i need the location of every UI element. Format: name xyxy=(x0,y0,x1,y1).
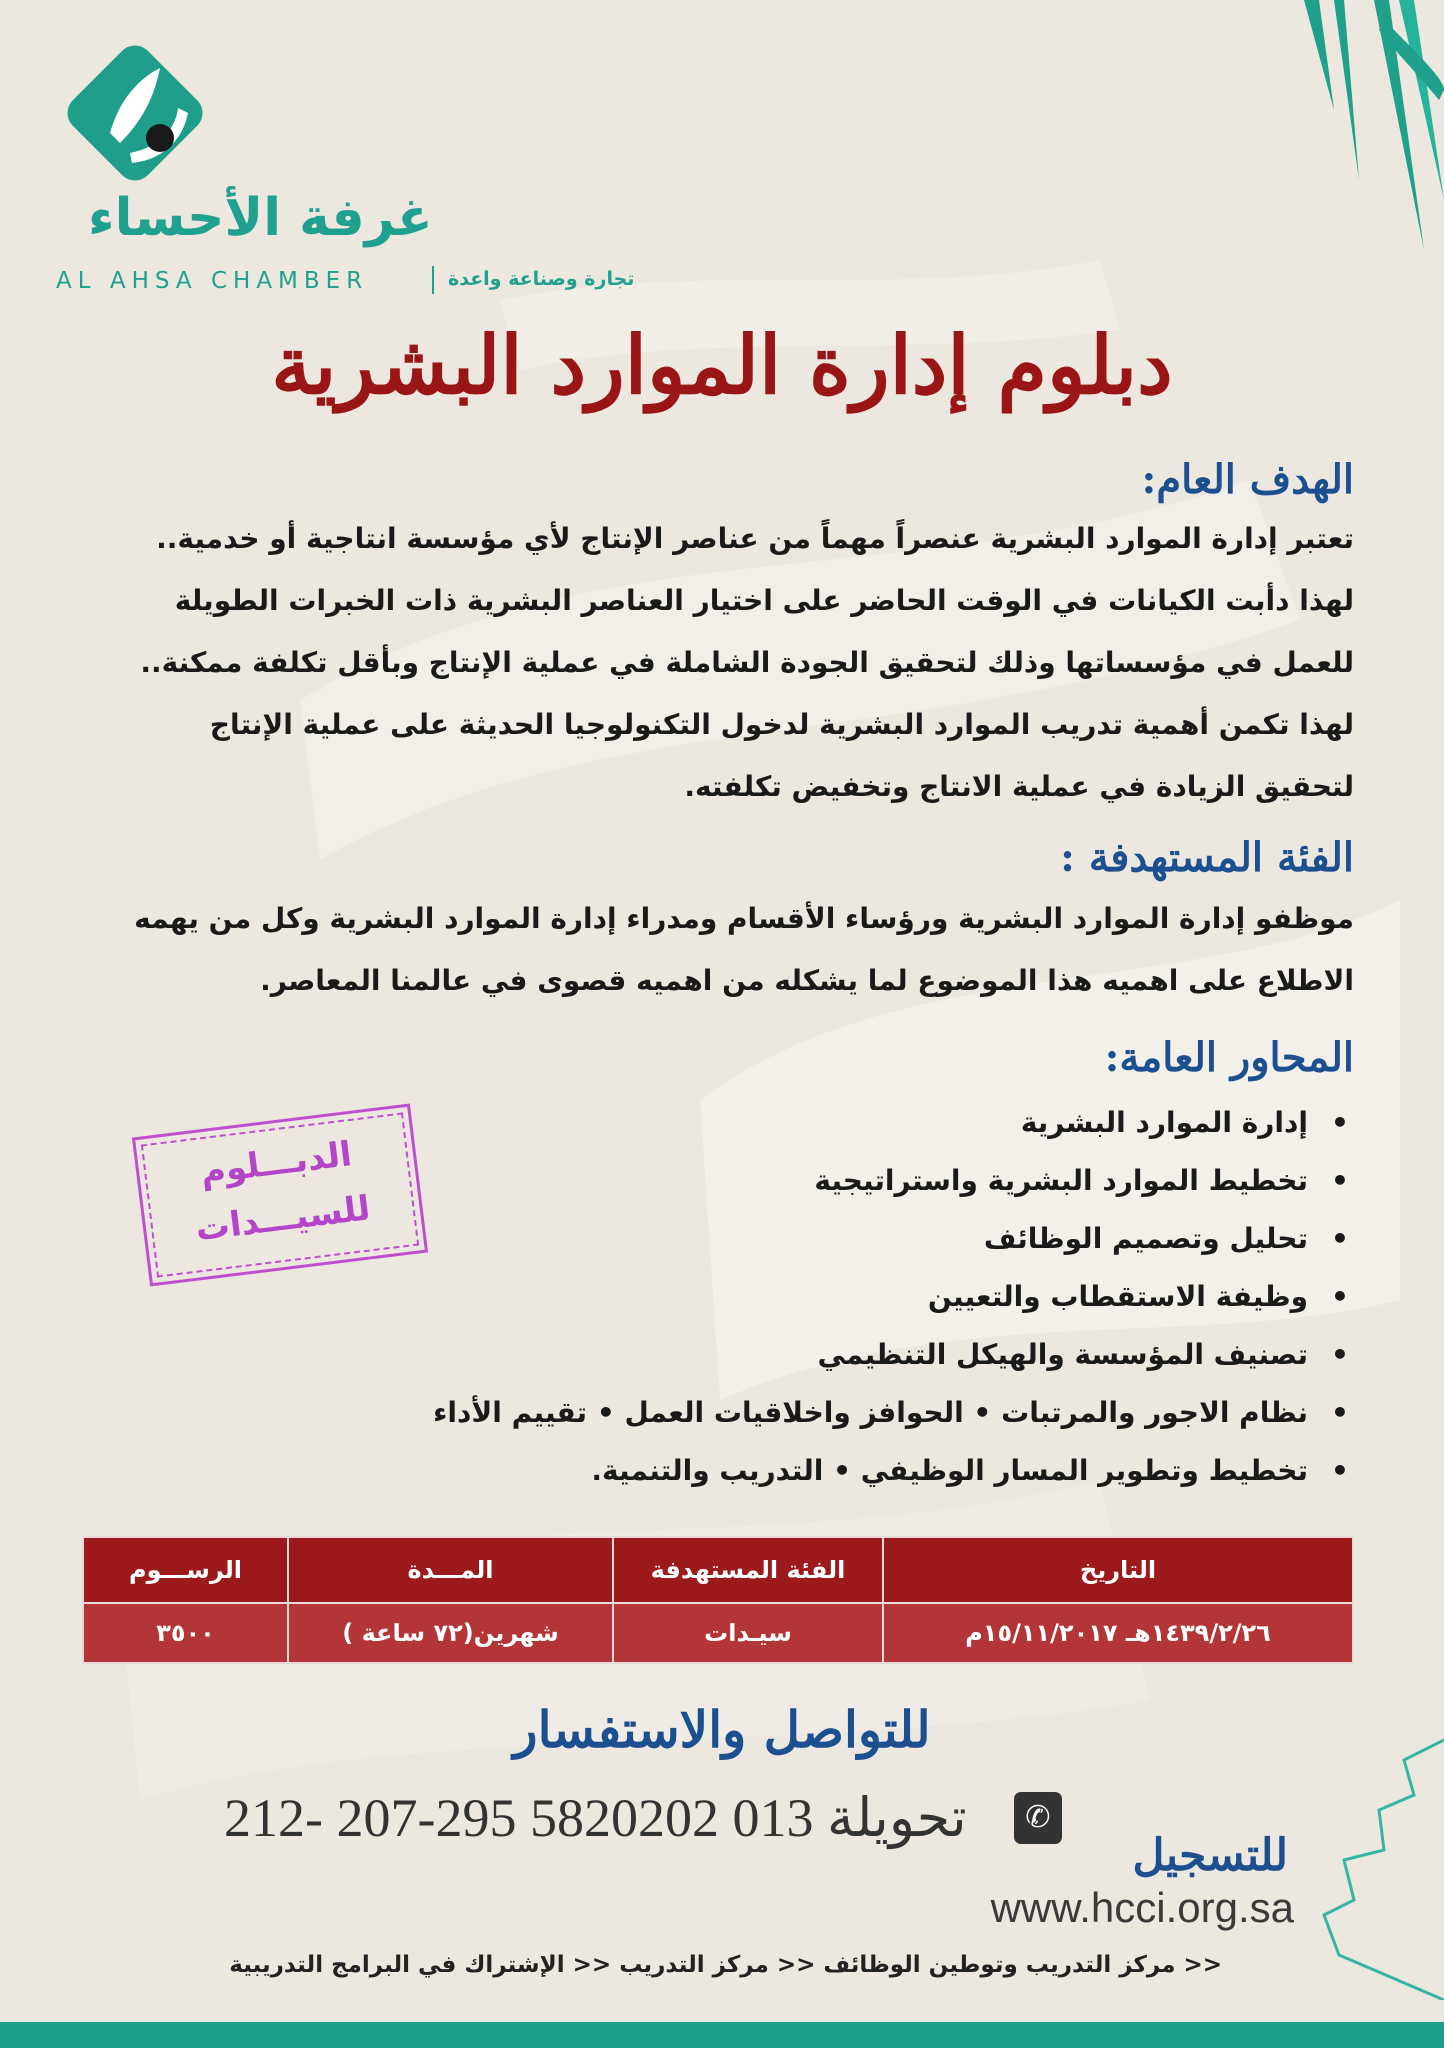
bullet-icon: • xyxy=(1331,1280,1349,1313)
bullet-icon: • xyxy=(1331,1164,1349,1197)
chamber-logo[interactable] xyxy=(40,30,640,294)
logo-emblem-icon xyxy=(60,38,210,188)
goal-line: لهذا تكمن أهمية تدريب الموارد البشرية لدخول التكنولوجيا الحديثة على عملية الإنتاج xyxy=(209,708,1354,741)
list-item: •تخطيط الموارد البشرية واستراتيجية xyxy=(254,1152,1354,1210)
palm-leaves-decoration xyxy=(1184,0,1444,260)
table-row xyxy=(83,1603,1353,1663)
cell-date: ١٤٣٩/٢/٢٦هـ ١٥/١١/٢٠١٧م xyxy=(883,1603,1353,1663)
cell-fees: ٣٥٠٠ xyxy=(83,1603,288,1663)
page-title: دبلوم إدارة الموارد البشرية xyxy=(271,318,1173,412)
logo-arabic-name: غرفة الأحساء xyxy=(88,188,433,248)
gear-outline-decoration xyxy=(1284,1700,1444,2000)
general-goal-text xyxy=(84,508,1354,818)
cell-target: سيـدات xyxy=(613,1603,883,1663)
phone-row[interactable] xyxy=(224,1786,1074,1850)
register-label: للتسجيل xyxy=(1132,1830,1288,1881)
registration-path: << مركز التدريب وتوطين الوظائف << مركز التدريب << الإشتراك في البرامج التدريبية xyxy=(229,1952,1222,1978)
stamp-line-1: الدبـــلوم xyxy=(198,1134,354,1193)
logo-separator xyxy=(432,266,434,294)
header-fees: الرســـوم xyxy=(83,1537,288,1603)
logo-tagline: تجارة وصناعة واعدة xyxy=(448,268,635,290)
header-date: التاريخ xyxy=(883,1537,1353,1603)
table-header-row xyxy=(83,1537,1353,1603)
list-item: •تخطيط وتطوير المسار الوظيفي • التدريب والتنمية. xyxy=(254,1442,1354,1500)
bullet-icon: • xyxy=(1331,1222,1349,1255)
goal-line: لتحقيق الزيادة في عملية الانتاج وتخفيض تكلفته. xyxy=(684,770,1354,803)
target-line: موظفو إدارة الموارد البشرية ورؤساء الأقسام ومدراء إدارة الموارد البشرية وكل من يهمه xyxy=(134,902,1354,935)
list-item: •تصنيف المؤسسة والهيكل التنظيمي xyxy=(254,1326,1354,1384)
stamp-line-2: للسيـــدات xyxy=(193,1188,373,1250)
general-goal-heading: الهدف العام: xyxy=(1141,456,1354,503)
goal-line: تعتبر إدارة الموارد البشرية عنصراً مهماً من عناصر الإنتاج لأي مؤسسة انتاجية أو خدمية.. xyxy=(156,522,1354,555)
topics-list xyxy=(254,1094,1354,1500)
list-item: •تحليل وتصميم الوظائف xyxy=(254,1210,1354,1268)
list-item: •نظام الاجور والمرتبات • الحوافز واخلاقيات العمل • تقييم الأداء xyxy=(254,1384,1354,1442)
goal-line: لهذا دأبت الكيانات في الوقت الحاضر على اختيار العناصر البشرية ذات الخبرات الطويلة xyxy=(174,584,1354,617)
list-item: •إدارة الموارد البشرية xyxy=(254,1094,1354,1152)
list-item: •وظيفة الاستقطاب والتعيين xyxy=(254,1268,1354,1326)
contact-heading: للتواصل والاستفسار xyxy=(513,1700,931,1759)
website-link[interactable]: www.hcci.org.sa xyxy=(990,1884,1294,1931)
goal-line: للعمل في مؤسساتها وذلك لتحقيق الجودة الشاملة في عملية الإنتاج وبأقل تكلفة ممكنة.. xyxy=(140,646,1354,679)
phone-number[interactable]: 212- 207-295 تحويلة 013 5820202 xyxy=(224,1788,967,1848)
bottom-brand-bar xyxy=(0,2022,1444,2048)
header-target: الفئة المستهدفة xyxy=(613,1537,883,1603)
target-group-text xyxy=(84,888,1354,1012)
target-group-heading: الفئة المستهدفة : xyxy=(1060,834,1354,881)
target-line: الاطلاع على اهميه هذا الموضوع لما يشكله من اهميه قصوى في عالمنا المعاصر. xyxy=(260,964,1354,997)
header-duration: المـــدة xyxy=(288,1537,613,1603)
course-info-table xyxy=(82,1536,1354,1664)
cell-duration: شهرين(٧٢ ساعة ) xyxy=(288,1603,613,1663)
bullet-icon: • xyxy=(1331,1396,1349,1429)
phone-icon: ✆ xyxy=(1014,1792,1062,1844)
bullet-icon: • xyxy=(1331,1454,1349,1487)
bullet-icon: • xyxy=(1331,1338,1349,1371)
logo-english-name: AL AHSA CHAMBER xyxy=(56,268,369,294)
topics-heading: المحاور العامة: xyxy=(1104,1034,1354,1081)
bullet-icon: • xyxy=(1331,1106,1349,1139)
